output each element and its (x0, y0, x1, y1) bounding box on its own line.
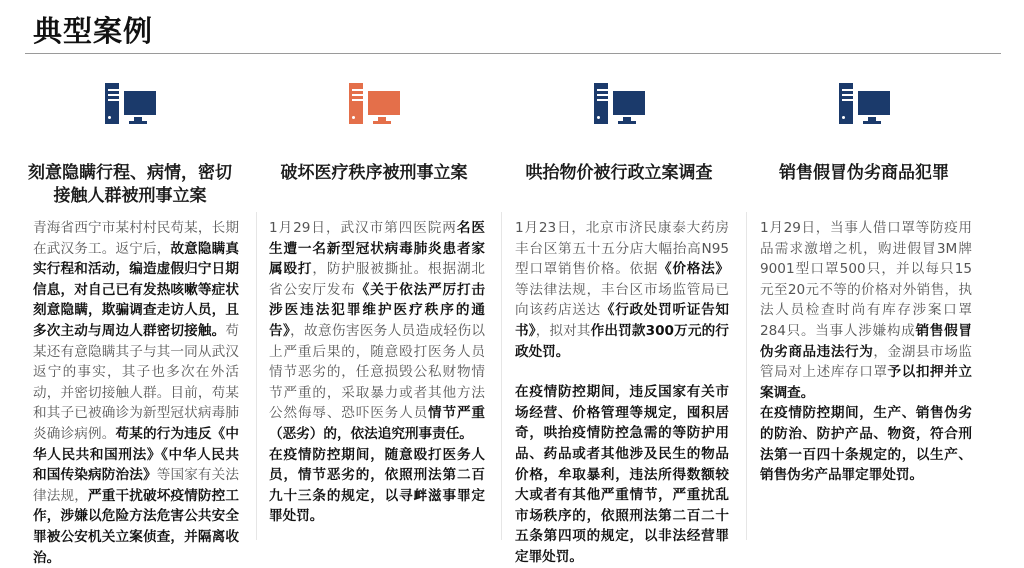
computer-icon (594, 83, 644, 125)
emphasized-text: 在疫情防控期间，违反国家有关市场经营、价格管理等规定，囤积居奇，哄抬疫情防控急需的等防护用品、药品或者其他涉及民生的物品价格，牟取暴利，违法所得数额较大或者有其他严重情节，严重扰乱市场秩序的，依照刑法第二百二十五条第四项的规定，以非法经营罪定罪处罚。 (515, 384, 729, 565)
emphasized-text: 销售假冒伪劣商品违法行为 (760, 322, 972, 360)
emphasized-text: 名医生遭一名新型冠状病毒肺炎患者家属殴打 (269, 220, 485, 278)
case-paragraph (269, 218, 485, 445)
emphasized-text: 严重干扰破坏疫情防控工作，涉嫌以危险方法危害公共安全罪被公安机关立案侦查，并隔离收治。 (33, 487, 240, 566)
case-card (748, 70, 980, 185)
case-paragraph (269, 445, 485, 527)
emphasized-text: 《行政处罚听证告知书》 (515, 302, 730, 339)
text-segment: 青海省西宁市某村村民苟某，长期在武汉务工。返宁后， (33, 220, 239, 257)
column-divider (746, 212, 747, 540)
case-description (33, 218, 239, 568)
text-segment: ，故意伤害医务人员造成轻伤以上严重后果的，随意殴打医务人员情节恶劣的，任意损毁公私财物情节严重的，采取暴力或者其他方法公然侮辱、恐吓医务人员 (269, 322, 485, 422)
text-segment: ，防护服被撕扯。根据湖北省公安厅发布 (269, 261, 486, 298)
emphasized-text: 在疫情防控期间，随意殴打医务人员，情节恶劣的，依照刑法第二百九十三条的规定，以寻衅滋事罪定罪处罚。 (269, 446, 485, 525)
computer-icon (839, 83, 889, 125)
case-title: 哄抬物价被行政立案调查 (525, 163, 713, 183)
case-description (515, 218, 729, 568)
text-segment: ，拟对其 (535, 322, 591, 339)
emphasized-text: 作出罚款300万元的行政处罚。 (515, 322, 729, 360)
column-divider (256, 212, 257, 540)
text-segment: 1月29日，当事人借口罩等防疫用品需求激增之机，购进假冒3M牌9001型口罩500只，并以每只15元至20元不等的价格对外销售，执法人员检查时尚有库存涉案口罩284只。当事人涉嫌构成 (760, 220, 972, 339)
case-title: 刻意隐瞒行程、病情，密切接触人群被刑事立案 (28, 163, 232, 206)
case-card (258, 70, 490, 185)
case-card (14, 70, 246, 208)
text-segment: 1月29日，武汉市第四医院两 (269, 220, 457, 236)
case-card (503, 70, 735, 185)
case-paragraph (760, 218, 972, 403)
case-title: 销售假冒伪劣商品犯罪 (779, 163, 949, 183)
emphasized-text: 在疫情防控期间，生产、销售伪劣的防治、防护产品、物资，符合刑法第一百四十条规定的，以生产、销售伪劣产品罪定罪处罚。 (760, 405, 972, 484)
emphasized-text: 《价格法》 (658, 261, 730, 278)
text-segment: ，金湖县市场监管局对上述库存口罩 (760, 343, 972, 381)
computer-icon (349, 83, 399, 125)
text-segment: 等法律法规，丰台区市场监管局已向该药店送达 (515, 281, 729, 319)
text-segment: 苟某还有意隐瞒其子与其一同从武汉返宁的事实，其子也多次在外活动，并密切接触人群。目前，苟某和其子已被确诊为新型冠状病毒肺炎确诊病例。 (33, 322, 239, 442)
text-segment: 等国家有关法律法规， (33, 467, 240, 504)
emphasized-text: 予以扣押并立案调查。 (760, 364, 972, 401)
page-title: 典型案例 (33, 14, 154, 48)
title-divider (25, 53, 1001, 54)
emphasized-text: 《关于依法严厉打击涉医违法犯罪维护医疗秩序的通告》 (269, 281, 486, 339)
emphasized-text: 情节严重（恶劣）的，依法追究刑事责任。 (269, 405, 486, 442)
case-paragraph (515, 218, 729, 362)
column-divider (501, 212, 502, 540)
emphasized-text: 苟某的行为违反《中华人民共和国刑法》《中华人民共和国传染病防治法》 (33, 425, 240, 484)
emphasized-text: 故意隐瞒真实行程和活动，编造虚假归宁日期信息，对自己已有发热咳嗽等症状刻意隐瞒，欺骗调查走访人员，且多次主动与周边人群密切接触。 (33, 240, 240, 339)
computer-icon (105, 83, 155, 125)
case-paragraph (33, 218, 239, 568)
case-title: 破坏医疗秩序被刑事立案 (280, 163, 468, 183)
case-description (269, 218, 485, 527)
text-segment: 1月23日，北京市济民康泰大药房丰台区第五十五分店大幅抬高N95型口罩销售价格。依据 (515, 220, 729, 278)
case-paragraph (760, 403, 972, 485)
case-description (760, 218, 972, 486)
